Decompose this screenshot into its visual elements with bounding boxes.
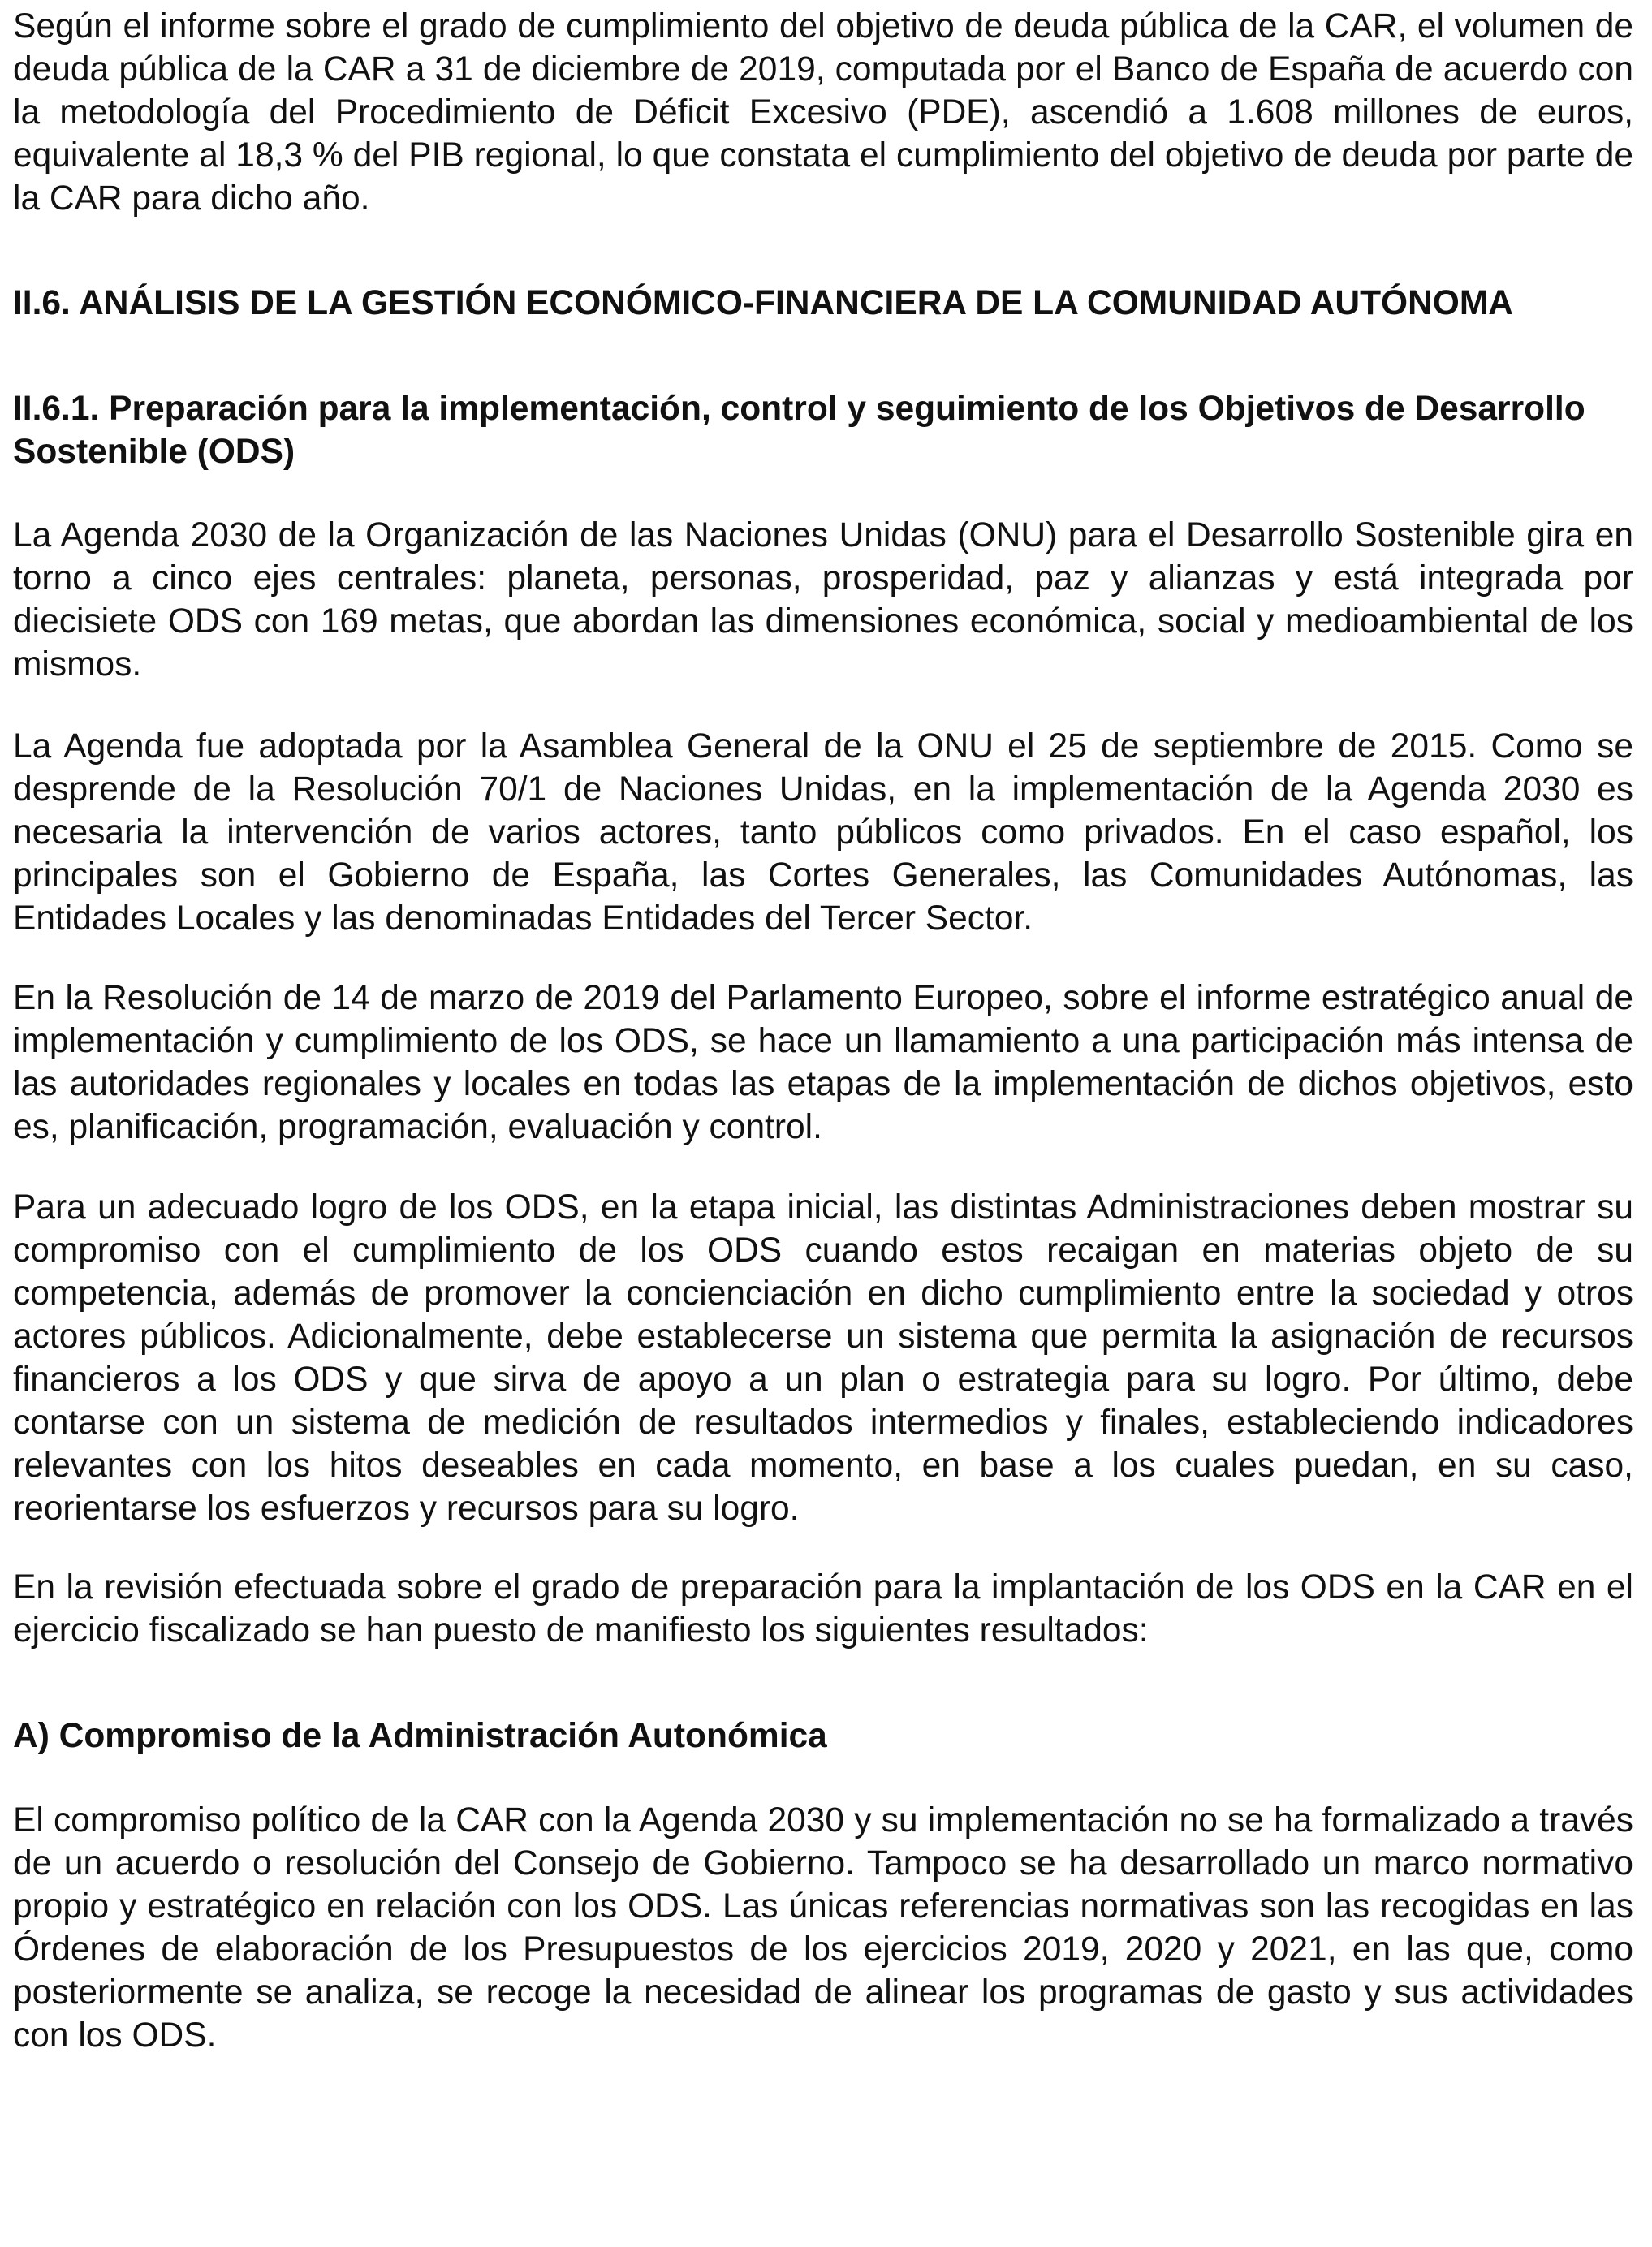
paragraph-debt-compliance: Según el informe sobre el grado de cumplimiento del objetivo de deuda pública de la CAR, el volumen de deuda pública de la CAR a 31 de diciembre de 2019, computada por el Banco de España de acuerdo con la metodología del Procedimiento de Déficit Excesivo (PDE), ascendió a 1.608 millones de euros, equivalente al 18,3 % del PIB regional, lo que constata el cumplimiento del objetivo de deuda por parte de la CAR para dicho año. <box>13 7 1633 218</box>
paragraph-agenda-2030: La Agenda 2030 de la Organización de las Naciones Unidas (ONU) para el Desarrollo Sostenible gira en torno a cinco ejes centrales: planeta, personas, prosperidad, paz y alianzas y está integrada por diecisiete ODS con 169 metas, que abordan las dimensiones económica, social y medioambiental de los mismos. <box>13 516 1633 684</box>
point-a-heading: A) Compromiso de la Administración Autonómica <box>13 1717 827 1755</box>
paragraph-ods-achievement: Para un adecuado logro de los ODS, en la etapa inicial, las distintas Administraciones deben mostrar su compromiso con el cumplimiento de los ODS cuando estos recaigan en materias objeto de su competencia, además de promover la concienciación en dicho cumplimiento entre la sociedad y otros actores públicos. Adicionalmente, debe establecerse un sistema que permita la asignación de recursos financieros a los ODS y que sirva de apoyo a un plan o estrategia para su logro. Por último, debe contarse con un sistema de medición de resultados intermedios y finales, estableciendo indicadores relevantes con los hitos deseables en cada momento, en base a los cuales puedan, en su caso, reorientarse los esfuerzos y recursos para su logro. <box>13 1188 1633 1528</box>
paragraph-political-commitment: El compromiso político de la CAR con la Agenda 2030 y su implementación no se ha formalizado a través de un acuerdo o resolución del Consejo de Gobierno. Tampoco se ha desarrollado un marco normativo propio y estratégico en relación con los ODS. Las únicas referencias normativas son las recogidas en las Órdenes de elaboración de los Presupuestos de los ejercicios 2019, 2020 y 2021, en las que, como posteriormente se analiza, se recoge la necesidad de alinear los programas de gasto y sus actividades con los ODS. <box>13 1801 1633 2055</box>
paragraph-review-results: En la revisión efectuada sobre el grado de preparación para la implantación de los ODS en la CAR en el ejercicio fiscalizado se han puesto de manifiesto los siguientes resultados: <box>13 1568 1633 1650</box>
paragraph-european-parliament: En la Resolución de 14 de marzo de 2019 del Parlamento Europeo, sobre el informe estratégico anual de implementación y cumplimiento de los ODS, se hace un llamamiento a una participación más intensa de las autoridades regionales y locales en todas las etapas de la implementación de dichos objetivos, esto es, planificación, programación, evaluación y control. <box>13 979 1633 1146</box>
paragraph-agenda-adoption: La Agenda fue adoptada por la Asamblea General de la ONU el 25 de septiembre de 2015. Como se desprende de la Resolución 70/1 de Naciones Unidas, en la implementación de la Agenda 2030 es necesaria la intervención de varios actores, tanto públicos como privados. En el caso español, los principales son el Gobierno de España, las Cortes Generales, las Comunidades Autónomas, las Entidades Locales y las denominadas Entidades del Tercer Sector. <box>13 727 1633 938</box>
section-heading: II.6. ANÁLISIS DE LA GESTIÓN ECONÓMICO-FINANCIERA DE LA COMUNIDAD AUTÓNOMA <box>13 284 1513 322</box>
subsection-heading: II.6.1. Preparación para la implementación, control y seguimiento de los Objetivos de Desarrollo Sostenible (ODS) <box>13 390 1585 471</box>
